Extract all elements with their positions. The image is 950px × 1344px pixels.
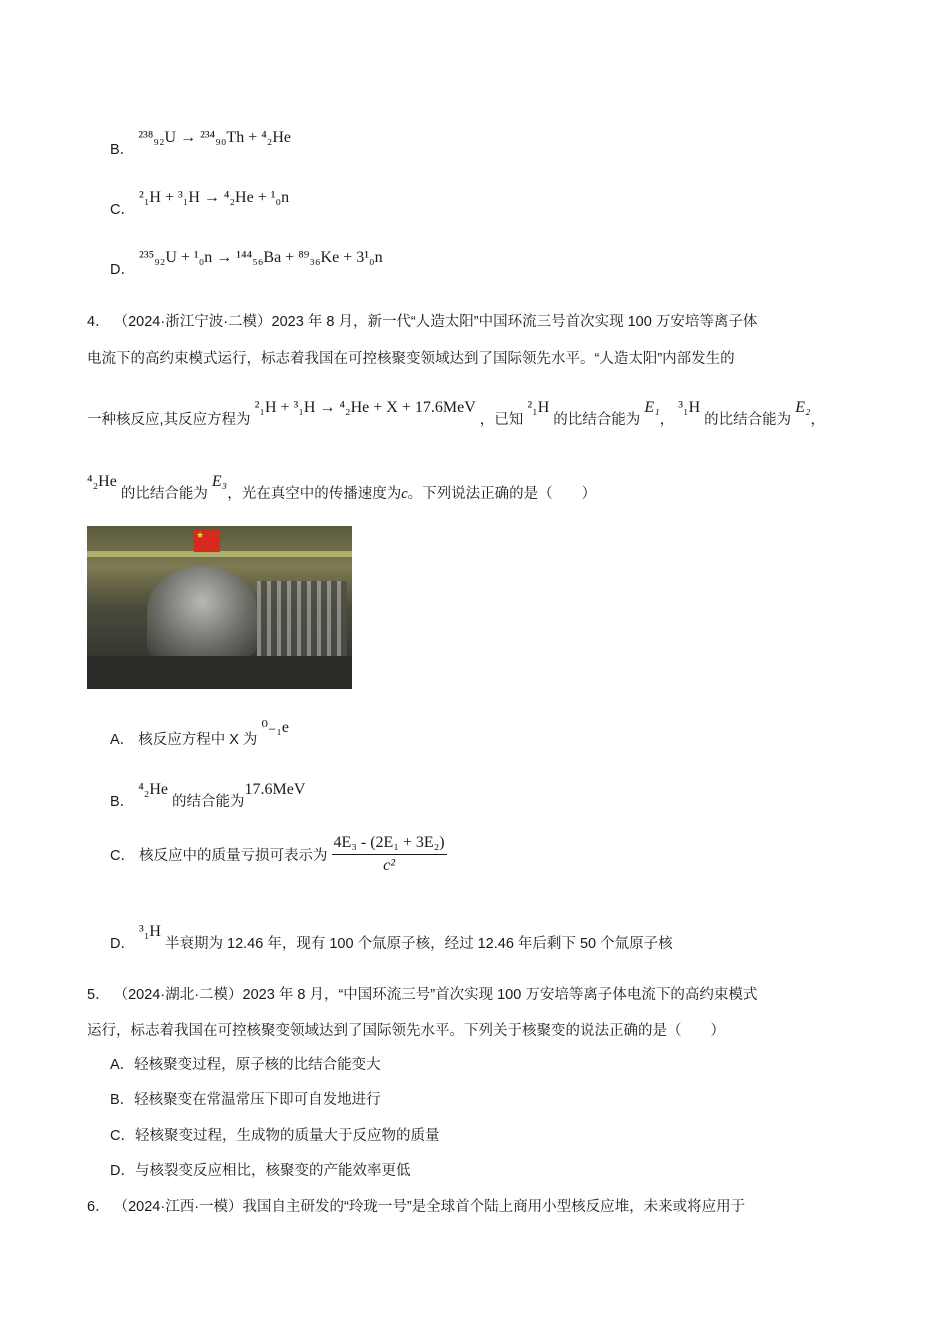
flag-icon bbox=[194, 530, 220, 552]
option-label: B． bbox=[110, 142, 135, 158]
fraction-numerator: 4E₃ - (2E₁ + 3E₂) bbox=[332, 834, 447, 855]
c-symbol: c bbox=[401, 486, 408, 502]
question-text: 的比结合能为 bbox=[553, 412, 641, 428]
option-label: D． bbox=[110, 936, 135, 952]
question-text: ， bbox=[659, 412, 675, 428]
tritium-symbol: ³₁H bbox=[139, 923, 161, 940]
q4-line-4 bbox=[87, 470, 597, 502]
question-text: 我国自主研发的“玲珑一号”是全球首个陆上商用小型核反应堆，未来或将应用于 bbox=[242, 1199, 746, 1215]
question-text: ， bbox=[810, 412, 826, 428]
q4-line-1 bbox=[87, 310, 757, 331]
question-source: （2024·湖北·二模） bbox=[113, 987, 243, 1003]
option-label: D． bbox=[110, 262, 135, 278]
q3-option-c bbox=[110, 186, 290, 218]
e3-symbol: E₃ bbox=[211, 473, 228, 490]
question-number: 5． bbox=[87, 987, 110, 1003]
question-number: 4． bbox=[87, 314, 110, 330]
q5-option-d: D．与核裂变反应相比，核聚变的产能效率更低 bbox=[110, 1163, 411, 1179]
deuterium-symbol: ²₁H bbox=[527, 399, 550, 416]
option-label: C． bbox=[110, 848, 135, 865]
question-text: 。下列说法正确的是（ ） bbox=[407, 486, 597, 502]
option-text: 核反应方程中 X 为 bbox=[138, 732, 258, 748]
question-text: ，已知 bbox=[479, 412, 524, 428]
q4-option-b bbox=[110, 778, 306, 810]
e2-symbol: E₂ bbox=[795, 399, 811, 416]
question-text: 2023 年 8 月，新一代“人造太阳”中国环流三号首次实现 100 万安培等离子体 bbox=[271, 314, 758, 330]
q5-option-b: B．轻核聚变在常温常压下即可自发地进行 bbox=[110, 1092, 381, 1108]
q4-option-a bbox=[110, 716, 290, 748]
q3-option-b bbox=[110, 126, 292, 158]
reaction-equation: ²₁H + ³₁H → ⁴₂He + X + 17.6MeV bbox=[254, 399, 476, 416]
question-text: 一种核反应,其反应方程为 bbox=[87, 412, 251, 428]
option-text: 半衰期为 12.46 年，现有 100 个氚原子核，经过 12.46 年后剩下 50 个氚原子核 bbox=[164, 936, 673, 952]
option-text: 的结合能为 bbox=[172, 794, 245, 810]
q4-option-d bbox=[110, 920, 673, 952]
question-text: 2023 年 8 月，“中国环流三号”首次实现 100 万安培等离子体电流下的高约束模式 bbox=[242, 987, 758, 1003]
question-text: 的比结合能为 bbox=[704, 412, 792, 428]
q5-line-2: 运行，标志着我国在可控核聚变领域达到了国际领先水平。下列关于核聚变的说法正确的是（ ） bbox=[87, 1023, 725, 1039]
q5-option-c: C．轻核聚变过程，生成物的质量大于反应物的质量 bbox=[110, 1128, 440, 1144]
helium-symbol: ⁴₂He bbox=[87, 473, 117, 490]
q5-option-a: A．轻核聚变过程，原子核的比结合能变大 bbox=[110, 1057, 381, 1073]
tritium-symbol: ³₁H bbox=[678, 399, 701, 416]
e1-symbol: E₁ bbox=[644, 399, 660, 416]
tokamak-photo bbox=[87, 526, 352, 689]
nuclear-equation: ²³⁸₉₂U → ²³⁴₉₀Th + ⁴₂He bbox=[138, 129, 292, 146]
option-label: B． bbox=[110, 794, 135, 810]
question-text: ，光在真空中的传播速度为 bbox=[227, 486, 402, 502]
helium-symbol: ⁴₂He bbox=[138, 781, 169, 798]
q4-option-c bbox=[110, 834, 447, 875]
option-label: A． bbox=[110, 732, 135, 748]
q5-line-1 bbox=[87, 983, 757, 1004]
question-source: （2024·江西·一模） bbox=[113, 1199, 243, 1215]
q6-line-1 bbox=[87, 1195, 745, 1216]
nuclear-equation: ²³⁵₉₂U + ¹₀n → ¹⁴⁴₅₆Ba + ⁸⁹₃₆Ke + 3¹₀n bbox=[139, 249, 383, 266]
nuclear-equation: ²₁H + ³₁H → ⁴₂He + ¹₀n bbox=[139, 189, 290, 206]
fraction-denominator: c² bbox=[383, 857, 396, 874]
energy-value: 17.6MeV bbox=[244, 781, 306, 798]
question-number: 6． bbox=[87, 1199, 110, 1215]
option-label: C． bbox=[110, 202, 135, 218]
question-text: 的比结合能为 bbox=[120, 486, 208, 502]
electron-symbol: ⁰₋₁e bbox=[261, 719, 290, 736]
q4-line-2: 电流下的高约束模式运行，标志着我国在可控核聚变领域达到了国际领先水平。“人造太阳”内部发生的 bbox=[87, 351, 735, 367]
question-source: （2024·浙江宁波·二模） bbox=[113, 314, 272, 330]
option-text: 核反应中的质量亏损可表示为 bbox=[139, 848, 328, 865]
q3-option-d bbox=[110, 246, 383, 278]
mass-defect-fraction bbox=[332, 834, 447, 875]
q4-line-3 bbox=[87, 396, 826, 428]
